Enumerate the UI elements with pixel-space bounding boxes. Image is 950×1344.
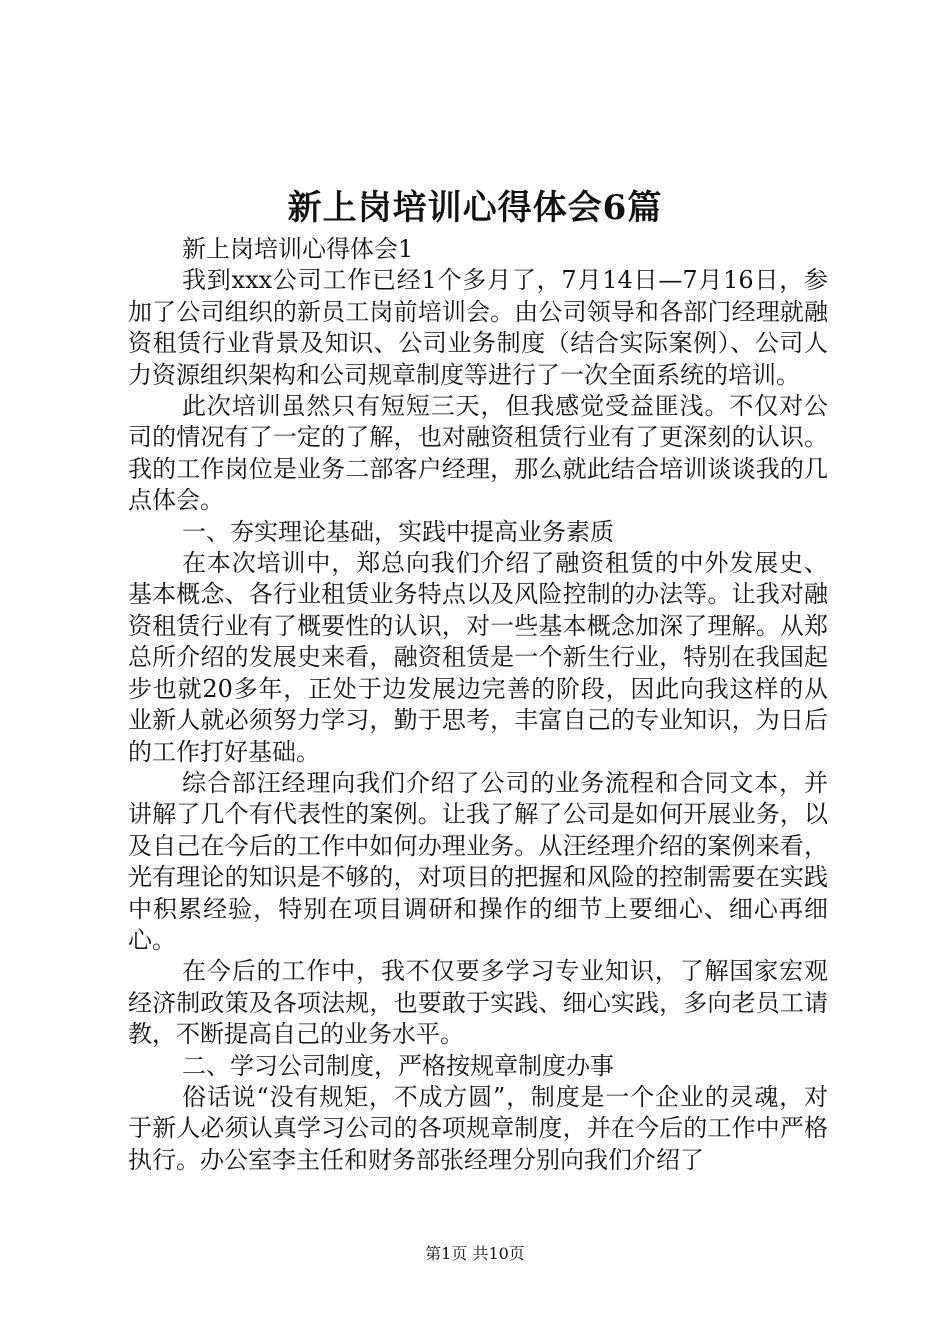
document-title: 新上岗培训心得体会6篇 [287,188,663,228]
page-number-footer: 第1页 共10页 [425,1244,525,1263]
document-body [128,234,828,1176]
body-paragraph: 此次培训虽然只有短短三天，但我感觉受益匪浅。不仅对公司的情况有了一定的了解，也对融资租赁行业有了更深刻的认识。我的工作岗位是业务二部客户经理，那么就此结合培训谈谈我的几点体会。 [128,392,828,515]
section-heading: 一、夯实理论基础，实践中提高业务素质 [182,517,614,546]
section-heading: 二、学习公司制度，严格按规章制度办事 [182,1051,614,1080]
body-paragraph: 在今后的工作中，我不仅要多学习专业知识，了解国家宏观经济制政策及各项法规，也要敢于实践、细心实践，多向老员工请教，不断提高自己的业务水平。 [128,957,828,1049]
body-paragraph: 在本次培训中，郑总向我们介绍了融资租赁的中外发展史、基本概念、各行业租赁业务特点以及风险控制的办法等。让我对融资租赁行业有了概要性的认识，对一些基本概念加深了理解。从郑总所介绍的发展史来看，融资租赁是一个新生行业，特别在我国起步也就20多年，正处于边发展边完善的阶段，因此向我这样的从业新人就必须努力学习，勤于思考，丰富自己的专业知识，为日后的工作打好基础。 [128,549,828,766]
body-paragraph: 我到xxx公司工作已经1个多月了，7月14日—7月16日，参加了公司组织的新员工岗前培训会。由公司领导和各部门经理就融资租赁行业背景及知识、公司业务制度（结合实际案例）、公司人力资源组织架构和公司规章制度等进行了一次全面系统的培训。 [128,266,828,389]
body-paragraph: 俗话说“没有规矩，不成方圆”，制度是一个企业的灵魂，对于新人必须认真学习公司的各项规章制度，并在今后的工作中严格执行。办公室李主任和财务部张经理分别向我们介绍了 [128,1082,828,1174]
section-heading: 新上岗培训心得体会1 [182,235,414,263]
body-paragraph: 综合部汪经理向我们介绍了公司的业务流程和合同文本，并讲解了几个有代表性的案例。让我了解了公司是如何开展业务，以及自己在今后的工作中如何办理业务。从汪经理介绍的案例来看，光有理论的知识是不够的，对项目的把握和风险的控制需要在实践中积累经验，特别在项目调研和操作的细节上要细心、细心再细心。 [128,768,828,954]
